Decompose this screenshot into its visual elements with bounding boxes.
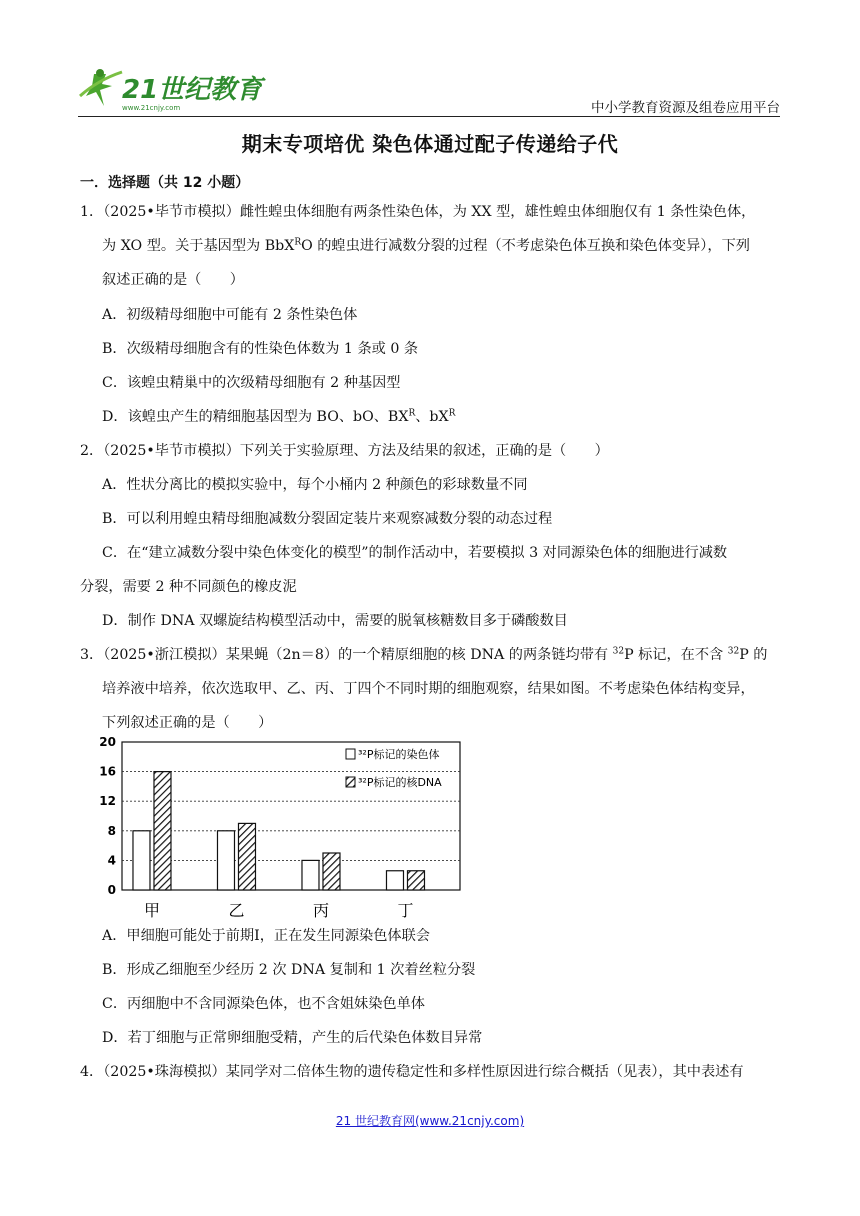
x-category-label: 甲	[143, 901, 160, 920]
q1-option-a[interactable]: A．初级精母细胞中可能有 2 条性染色体	[102, 307, 358, 323]
q3-option-a[interactable]: A．甲细胞可能处于前期Ⅰ，正在发生同源染色体联会	[102, 928, 430, 944]
q1-option-d[interactable]: D．该蝗虫产生的精细胞基因型为 BO、bO、$BX^R$、$bX^R$	[102, 408, 456, 425]
logo-url: www.21cnjy.com	[122, 104, 181, 112]
q3-option-b[interactable]: B．形成乙细胞至少经历 2 次 DNA 复制和 1 次着丝粒分裂	[102, 962, 476, 978]
q1-stem-line1: 1．（2025•毕节市模拟）雌性蝗虫体细胞有两条性染色体，为 XX 型，雄性蝗虫体细胞仅有 1 条性染色体，	[80, 204, 756, 220]
q1-option-b[interactable]: B．次级精母细胞含有的性染色体数为 1 条或 0 条	[102, 341, 419, 357]
site-logo	[78, 66, 278, 114]
q3-option-d[interactable]: D．若丁细胞与正常卵细胞受精，产生的后代染色体数目异常	[102, 1030, 483, 1046]
bar-chromosome	[217, 831, 234, 890]
q1-stem-line3: 叙述正确的是（ ）	[102, 272, 244, 288]
q3-option-c[interactable]: C．丙细胞中不含同源染色体，也不含姐妹染色单体	[102, 996, 425, 1012]
bar-dna	[323, 853, 340, 890]
bar-chromosome	[386, 871, 403, 890]
section-heading: 一．选择题（共 12 小题）	[80, 175, 250, 191]
x-category-label: 乙	[228, 901, 245, 920]
header-rule	[78, 116, 780, 117]
document-title: 期末专项培优 染色体通过配子传递给子代	[241, 132, 619, 156]
bar-chromosome	[302, 860, 319, 890]
legend-label: ³²P标记的核DNA	[358, 776, 442, 789]
y-tick-label: 20	[99, 735, 116, 749]
q2-option-a[interactable]: A．性状分离比的模拟实验中，每个小桶内 2 种颜色的彩球数量不同	[102, 477, 528, 493]
bar-dna	[154, 772, 171, 890]
footer-link[interactable]: 21 世纪教育网(www.21cnjy.com)	[335, 1114, 525, 1128]
page-header	[78, 66, 780, 118]
bar-dna	[407, 871, 424, 890]
footer	[0, 1112, 860, 1129]
x-category-label: 丁	[397, 901, 414, 920]
q2-option-b[interactable]: B．可以利用蝗虫精母细胞减数分裂固定装片来观察减数分裂的动态过程	[102, 511, 553, 527]
logo-text: 21世纪教育	[122, 75, 263, 105]
legend-swatch	[346, 777, 355, 787]
y-tick-label: 4	[107, 853, 116, 868]
legend-swatch	[346, 749, 355, 759]
q3-stem-line2: 培养液中培养，依次选取甲、乙、丙、丁四个不同时期的细胞观察，结果如图。不考虑染色体结构变异，	[102, 681, 755, 697]
header-platform-label: 中小学教育资源及组卷应用平台	[591, 100, 780, 116]
q3-stem-line3: 下列叙述正确的是（ ）	[102, 715, 273, 731]
q3-stem-line1: 3．（2025•浙江模拟）某果蝇（2n＝8）的一个精原细胞的核 DNA 的两条链均带有 $^{32}$P 标记，在不含 $^{32}$P 的	[80, 646, 768, 663]
q2-stem: 2．（2025•毕节市模拟）下列关于实验原理、方法及结果的叙述，正确的是（ ）	[80, 443, 609, 459]
q1-stem-line2: 为 XO 型。关于基因型为 BbX$^R$O 的蝗虫进行减数分裂的过程（不考虑染色体互换和染色体变异），下列	[102, 237, 750, 254]
y-tick-label: 16	[99, 764, 116, 779]
legend-label: ³²P标记的染色体	[358, 748, 440, 761]
bar-dna	[238, 823, 255, 890]
x-category-label: 丙	[312, 901, 329, 920]
plot-frame	[122, 742, 460, 890]
y-tick-label: 0	[107, 883, 116, 897]
q2-option-d[interactable]: D．制作 DNA 双螺旋结构模型活动中，需要的脱氧核糖数目多于磷酸数目	[102, 613, 568, 629]
bar-chromosome	[133, 831, 150, 890]
q4-stem: 4．（2025•珠海模拟）某同学对二倍体生物的遗传稳定性和多样性原因进行综合概括（见表），其中表述有	[80, 1064, 744, 1080]
y-tick-label: 8	[107, 823, 116, 838]
bar-chart	[94, 734, 474, 924]
q2-option-c-line1[interactable]: C．在“建立减数分裂中染色体变化的模型”的制作活动中，若要模拟 3 对同源染色体的细胞进行减数	[102, 545, 728, 561]
y-tick-label: 12	[99, 794, 116, 809]
q1-option-c[interactable]: C．该蝗虫精巢中的次级精母细胞有 2 种基因型	[102, 375, 401, 391]
q2-option-c-line2: 分裂，需要 2 种不同颜色的橡皮泥	[80, 579, 297, 595]
